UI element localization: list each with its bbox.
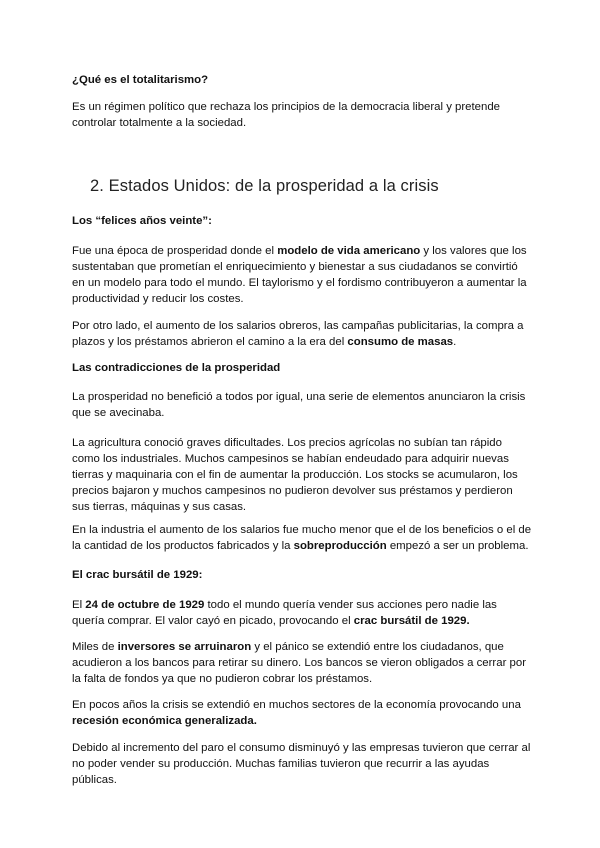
contradicciones-paragraph-3 <box>72 522 532 554</box>
felices-heading: Los “felices años veinte”: <box>72 215 212 227</box>
emphasis-sobreproduccion: sobreproducción <box>293 540 387 552</box>
emphasis-crac: crac bursátil de 1929. <box>353 615 470 627</box>
emphasis-consumo: consumo de masas <box>347 336 454 348</box>
text-run: y el pánico se extendió entre los ciudadanos, que acudieron a los bancos para retirar su dinero. Los bancos se vieron obligados a cerrar por la falta de fondos ya que no pudieron cobrar los préstamos. <box>72 641 526 685</box>
emphasis-recesion: recesión económica generalizada. <box>72 715 257 727</box>
section-title: 2. Estados Unidos: de la prosperidad a la crisis <box>90 177 439 195</box>
contradicciones-paragraph-2: La agricultura conoció graves dificultades. Los precios agrícolas no subían tan rápido como los industriales. Muchos campesinos se habían endeudado para adquirir nuevas tierras y maquinaria con el fin de aumentar la producción. Los stocks se acumularon, los precios bajaron y muchos campesinos no pudieron devolver sus préstamos y perdieron sus tierras, máquinas y sus casas. <box>72 437 518 513</box>
emphasis-modelo: modelo de vida americano <box>277 245 421 257</box>
crac-heading: El crac bursátil de 1929: <box>72 569 203 581</box>
crac-paragraph-3 <box>72 697 532 729</box>
totalitarismo-definition: Es un régimen político que rechaza los principios de la democracia liberal y pretende controlar totalmente a la sociedad. <box>72 101 501 129</box>
crac-paragraph-1 <box>72 597 532 629</box>
text-run: Miles de <box>72 641 118 653</box>
totalitarismo-heading: ¿Qué es el totalitarismo? <box>72 74 209 86</box>
text-run: . <box>453 336 457 348</box>
text-run: y los valores que los sustentaban que prometían el enriquecimiento y bienestar a sus ciudadanos se convirtió en un modelo para todo el mundo. El taylorismo y el fordismo contribuyeron a aumentar la productividad y reducir los costes. <box>72 245 527 305</box>
felices-paragraph-1 <box>72 243 532 307</box>
text-run: En pocos años la crisis se extendió en muchos sectores de la economía provocando una <box>72 699 521 711</box>
felices-paragraph-2 <box>72 318 532 350</box>
text-run: empezó a ser un problema. <box>386 540 529 552</box>
text-run: Por otro lado, el aumento de los salarios obreros, las campañas publicitarias, la compra a plazos y los préstamos abrieron el camino a la era del <box>72 320 524 348</box>
text-run: En la industria el aumento de los salarios fue mucho menor que el de los beneficios o el de la cantidad de los productos fabricados y la <box>72 524 532 552</box>
emphasis-inversores: inversores se arruinaron <box>117 641 252 653</box>
crac-paragraph-2 <box>72 639 532 687</box>
text-run: El <box>72 599 86 611</box>
contradicciones-paragraph-1: La prosperidad no benefició a todos por igual, una serie de elementos anunciaron la crisis que se avecinaba. <box>72 391 526 419</box>
text-run: todo el mundo quería vender sus acciones pero nadie las quería comprar. El valor cayó en picado, provocando el <box>72 599 497 627</box>
contradicciones-heading: Las contradicciones de la prosperidad <box>72 362 281 374</box>
emphasis-date: 24 de octubre de 1929 <box>85 599 205 611</box>
text-run: Fue una época de prosperidad donde el <box>72 245 278 257</box>
crac-paragraph-4: Debido al incremento del paro el consumo disminuyó y las empresas tuvieron que cerrar al no poder vender su producción. Muchas familias tuvieron que recurrir a las ayudas públicas. <box>72 742 531 786</box>
